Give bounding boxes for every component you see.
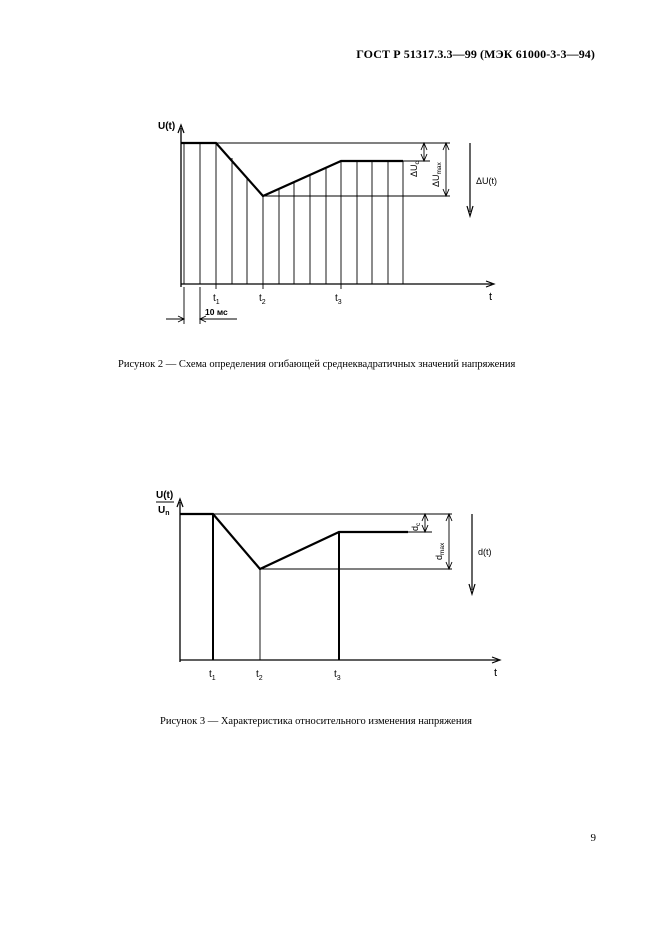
fig3-d-t-label: d(t): [478, 547, 492, 557]
fig2-t3-label: $t_3$: [335, 293, 342, 306]
page-number: 9: [590, 832, 596, 844]
fig3-voltage-envelope: [180, 514, 408, 569]
fig3-x-label: t: [494, 667, 498, 679]
fig2-t2-label: $t_2$: [259, 293, 266, 306]
fig2-du-max-label: $\Delta U_{max}$: [431, 162, 443, 187]
fig2-x-label: t: [489, 291, 493, 303]
fig3-y-label-numerator: U(t): [156, 490, 174, 501]
fig2-t1-label: $t_1$: [213, 293, 220, 306]
fig3-t2-label: $t_2$: [256, 669, 263, 682]
fig3-t3-label: $t_3$: [334, 669, 341, 682]
fig3-d-c-label: $d_c$: [410, 522, 422, 531]
fig2-interval-label: 10 мс: [205, 307, 228, 317]
fig2-du-c-label: $\Delta U_c$: [409, 161, 421, 177]
fig3-y-label-denominator: $U_n$: [158, 505, 170, 517]
fig3-d-max-label: $d_{max}$: [434, 542, 446, 560]
figure-2-caption: Рисунок 2 — Схема определения огибающей среднеквадратичных значений напряжения: [118, 359, 516, 370]
fig3-t1-label: $t_1$: [209, 669, 216, 682]
page-header: ГОСТ Р 51317.3.3—99 (МЭК 61000-3-3—94): [356, 47, 595, 61]
fig2-y-label: U(t): [158, 121, 176, 132]
fig2-du-t-label: ΔU(t): [476, 176, 498, 186]
figure-3-caption: Рисунок 3 — Характеристика относительного изменения напряжения: [160, 716, 472, 727]
